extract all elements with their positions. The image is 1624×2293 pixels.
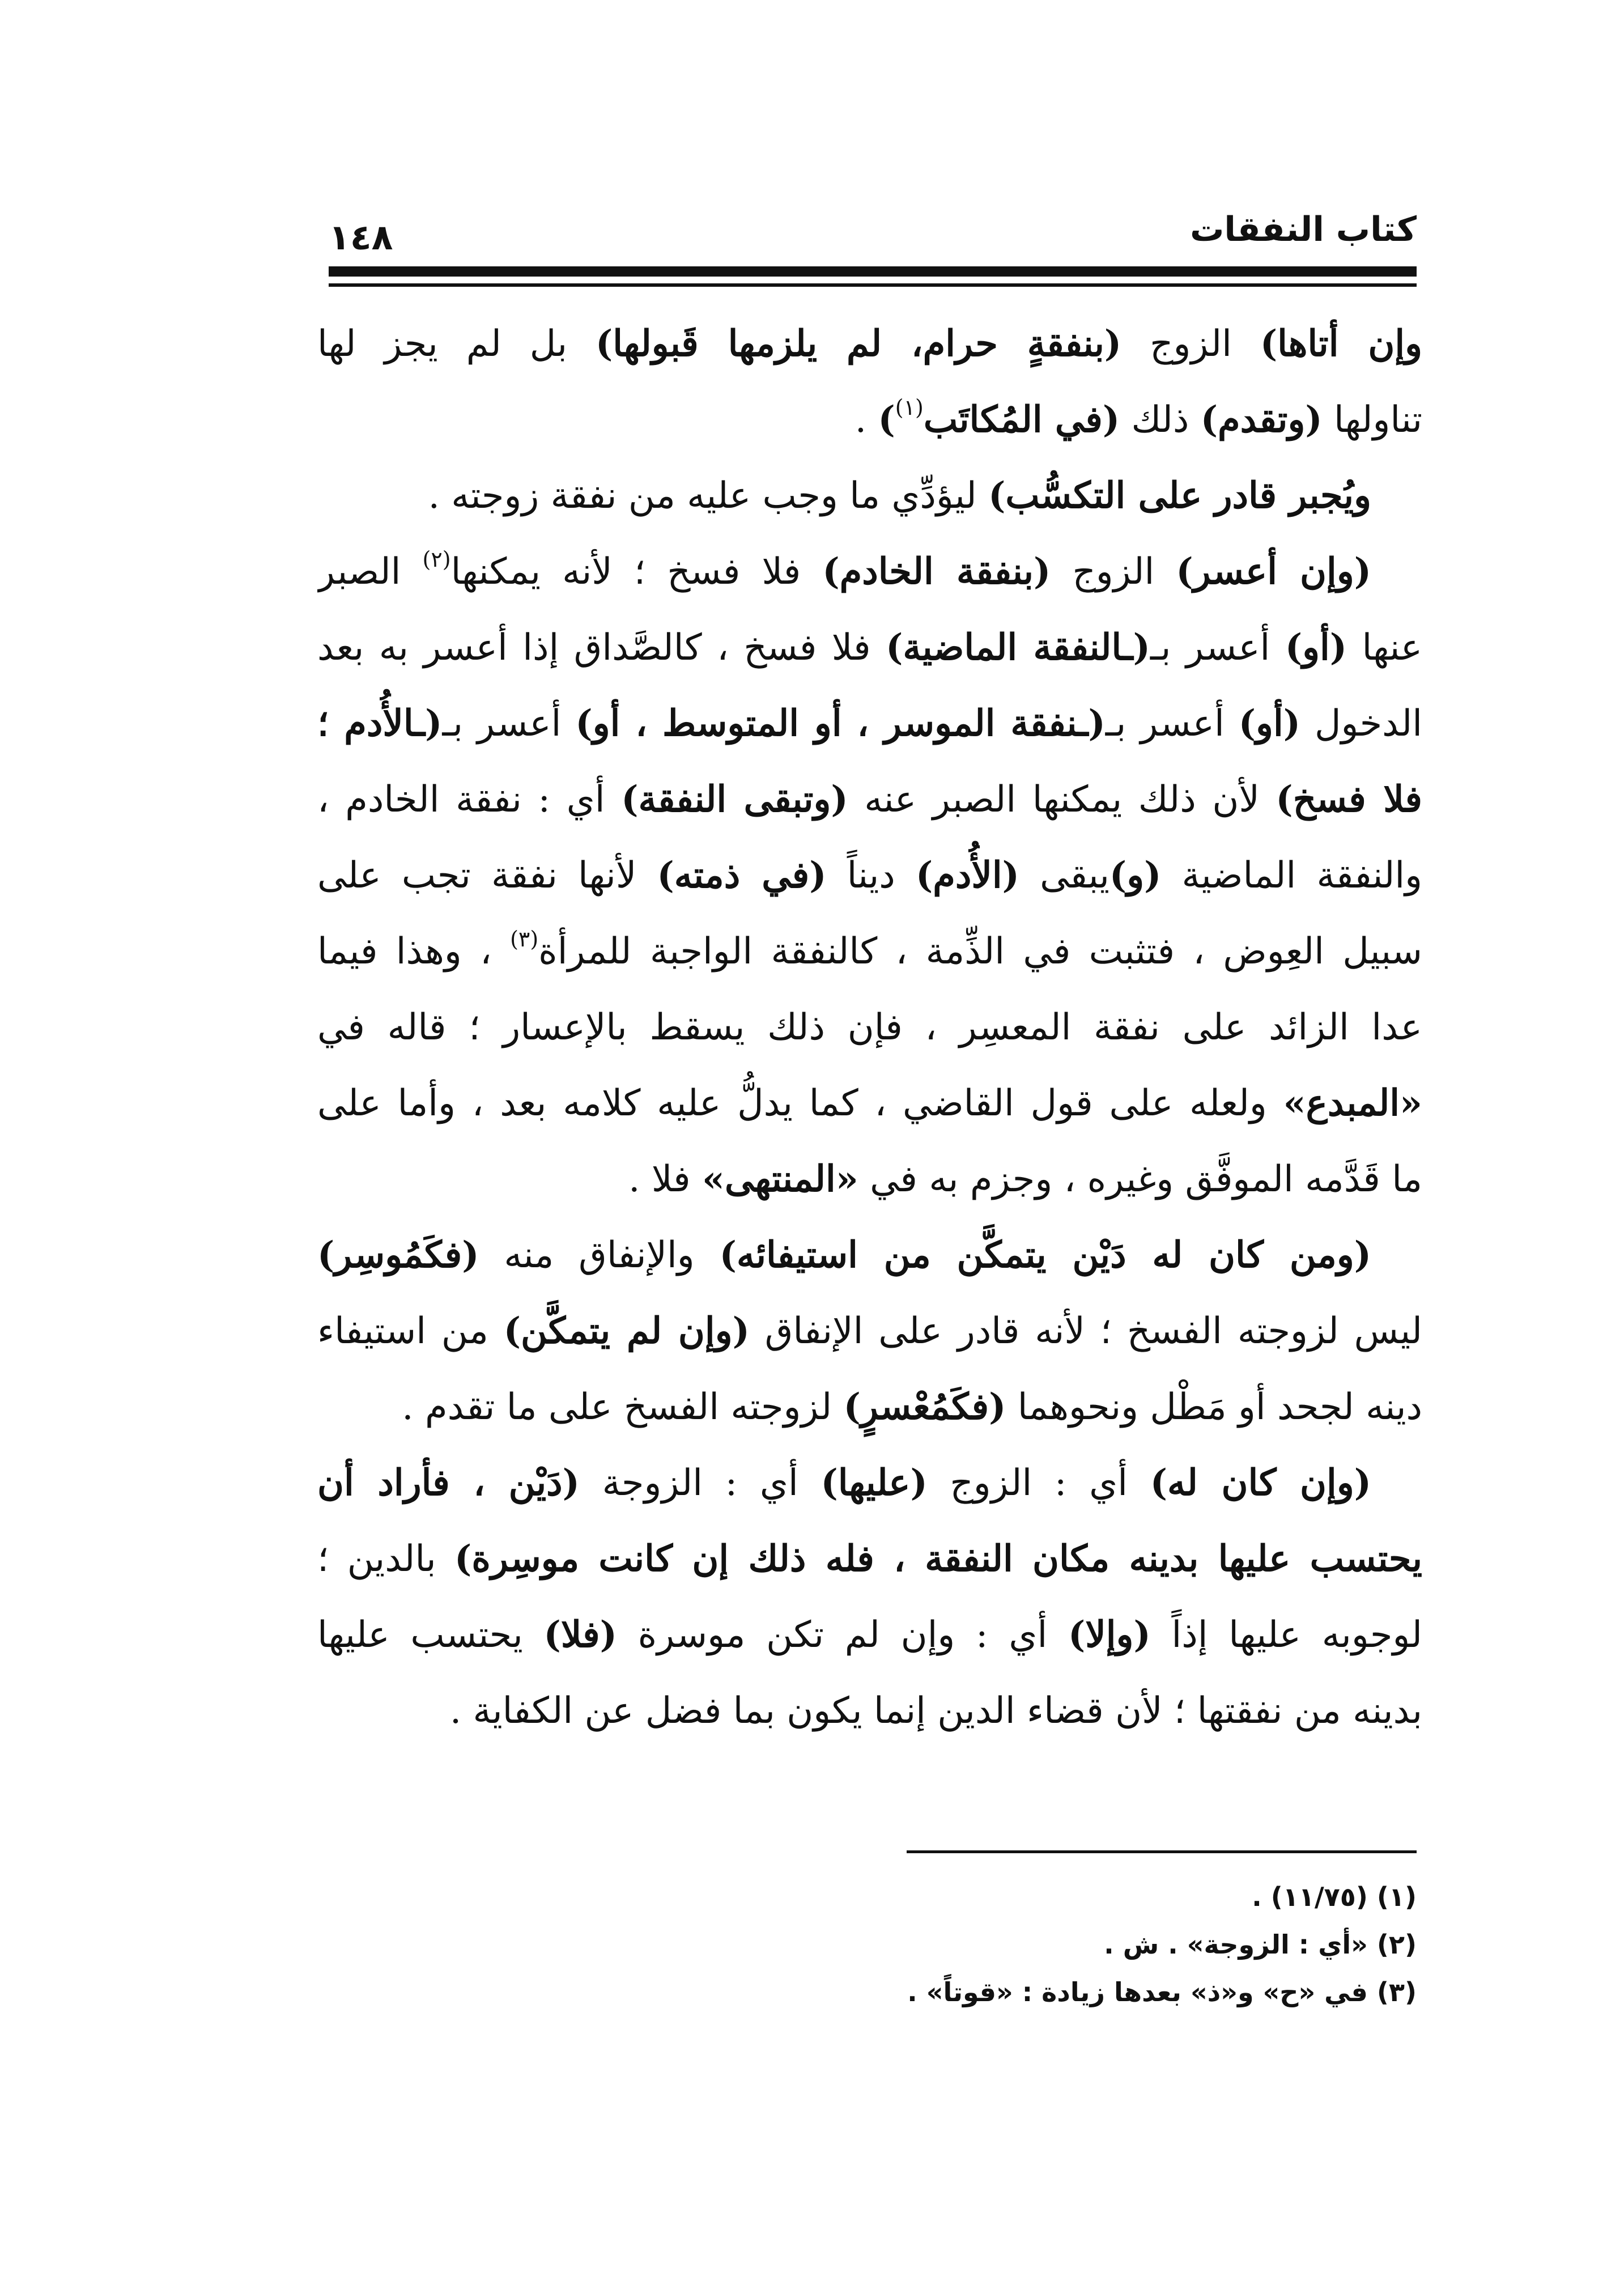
- text-line: (وإن أعسر) الزوج (بنفقة الخادم) فلا فسخ ؛ لأنه يمكنها$^{(٢)}$ الصبر: [317, 547, 1372, 593]
- footnotes: [737, 1873, 1417, 2016]
- text-line: تناولها (وتقدم) ذلك (في المُكاتَب$^{(١)}$) .: [854, 395, 1422, 441]
- footnote-1: (١) (١١/٧٥) .: [1252, 1882, 1417, 1912]
- text-line: وإن أتاها) الزوج (بنفقةٍ حرام، لم يلزمها قَبولها) بل لم يجز لها: [317, 322, 1422, 365]
- text-line: ما قَدَّمه الموفَّق وغيره ، وجزم به في «المنتهى» فلا .: [628, 1158, 1422, 1200]
- text-line: عدا الزائد على نفقة المعسِر ، فإن ذلك يسقط بالإعسار ؛ قاله في: [317, 1007, 1422, 1048]
- footnote-3: (٣) في «ح» و«ذ» بعدها زيادة : «قوتاً» .: [907, 1977, 1417, 2007]
- text-line: والنفقة الماضية (و)يبقى (الأُدم) ديناً (في ذمته) لأنها نفقة تجب على: [317, 854, 1422, 897]
- text-line: فلا فسخ) لأن ذلك يمكنها الصبر عنه (وتبقى النفقة) أي : نفقة الخادم ،: [317, 778, 1422, 821]
- text-line: الدخول (أو) أعسر بـ(ـنفقة الموسر ، أو المتوسط ، أو) أعسر بـ(ـالأُدم ؛: [317, 702, 1422, 745]
- page-header: [329, 204, 1417, 261]
- text-line: دينه لجحد أو مَطْل ونحوهما (فكَمُعْسرٍ) لزوجته الفسخ على ما تقدم .: [402, 1386, 1422, 1428]
- text-line: «المبدع» ولعله على قول القاضي ، كما يدلُّ عليه كلامه بعد ، وأما على: [317, 1082, 1422, 1124]
- text-line: (ومن كان له دَيْن يتمكَّن من استيفائه) والإنفاق منه (فكَمُوسِر): [317, 1234, 1372, 1276]
- header-rule-thick: [329, 266, 1417, 277]
- page-number: ١٤٨: [329, 216, 393, 258]
- text-line: سبيل العِوض ، فتثبت في الذِّمة ، كالنفقة الواجبة للمرأة$^{(٣)}$ ، وهذا فيما: [317, 927, 1422, 973]
- text-line: ويُجبر قادر على التكسُّب) ليؤدِّي ما وجب عليه من نفقة زوجته .: [428, 474, 1371, 517]
- header-rule-thin: [329, 283, 1417, 287]
- text-line: (وإن كان له) أي : الزوج (عليها) أي : الزوجة (دَيْن ، فأراد أن: [317, 1462, 1371, 1504]
- text-line: لوجوبه عليها إذاً (وإلا) أي : وإن لم تكن موسرة (فلا) يحتسب عليها: [317, 1613, 1422, 1656]
- text-line: ليس لزوجته الفسخ ؛ لأنه قادر على الإنفاق (وإن لم يتمكَّن) من استيفاء: [317, 1310, 1422, 1352]
- text-line: يحتسب عليها بدينه مكان النفقة ، فله ذلك إن كانت موسِرة) بالدين ؛: [317, 1538, 1422, 1580]
- footnote-2: (٢) «أي : الزوجة» . ش .: [1104, 1929, 1417, 1960]
- text-line: عنها (أو) أعسر بـ(ـالنفقة الماضية) فلا فسخ ، كالصَّداق إذا أعسر به بعد: [317, 626, 1422, 669]
- footnote-separator: [907, 1850, 1417, 1853]
- text-line: بدينه من نفقتها ؛ لأن قضاء الدين إنما يكون بما فضل عن الكفاية .: [449, 1690, 1422, 1732]
- main-text: [317, 306, 1422, 1749]
- running-title: كتاب النفقات: [1190, 210, 1417, 249]
